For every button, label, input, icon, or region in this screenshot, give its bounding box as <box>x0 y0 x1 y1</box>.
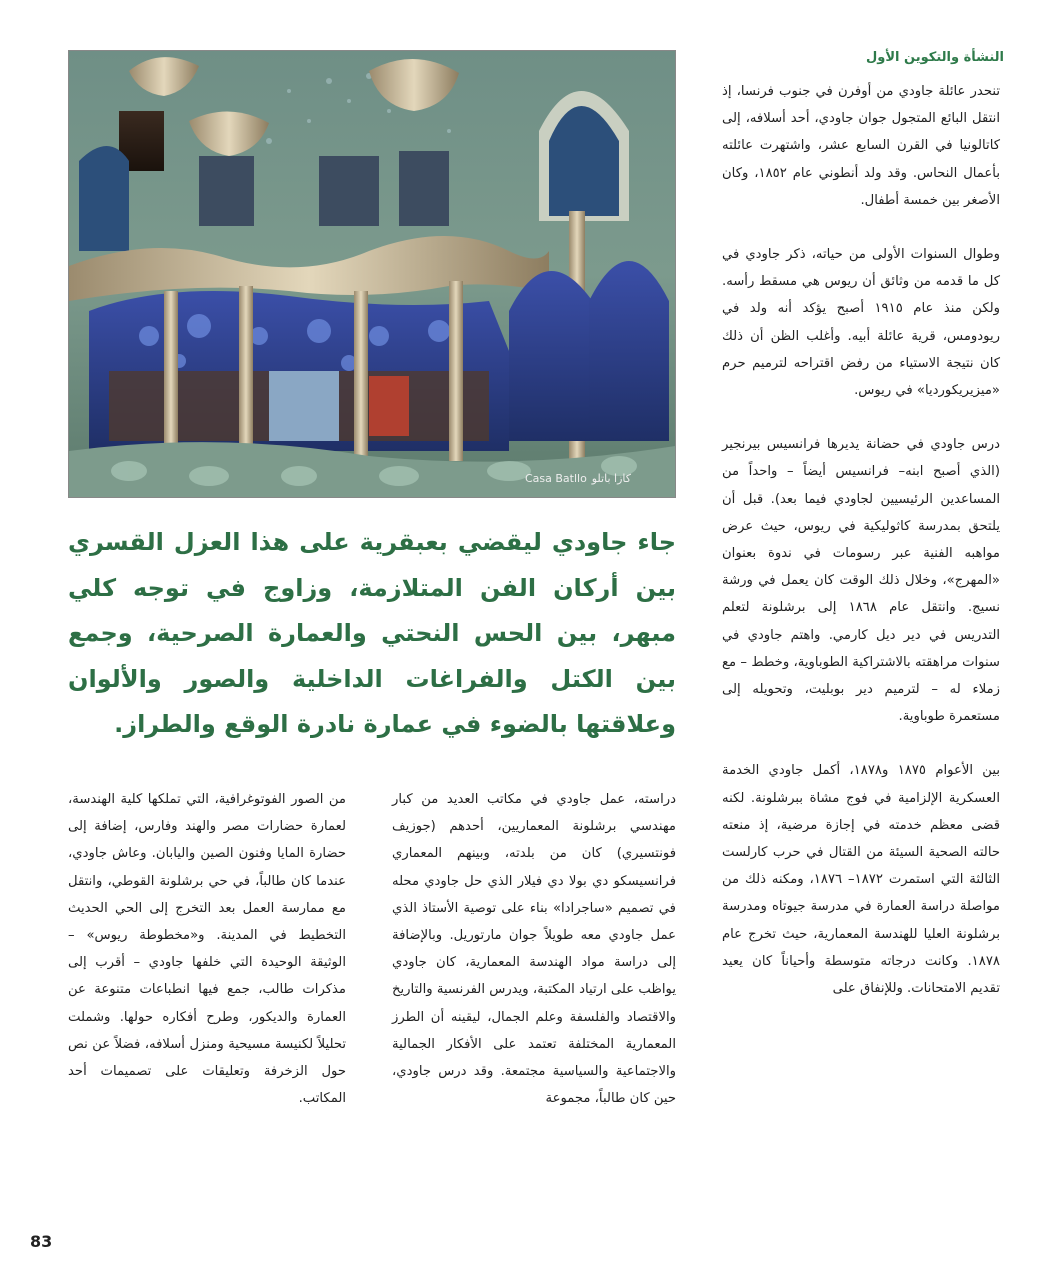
paragraph: بين الأعوام ١٨٧٥ و١٨٧٨، أكمل جاودي الخدمة العسكرية الإلزامية في فوج مشاة ببرشلونة. لكنه قضى معظم خدمته في إجازة مرضية، إذ منعته حالته الصحية السيئة من القتال في حرب كارلست الثالثة التي استمرت ١٨٧٢– ١٨٧٦، ومكنه ذلك من مواصلة دراسة العمارة في مدرسة جيوتاه ومدرسة برشلونة العليا للهندسة المعمارية، حيث تخرج عام ١٨٧٨. وكانت درجاته متوسطة وأحياناً كان يعيد تقديم الامتحانات. وللإنفاق على <box>722 763 1000 997</box>
pull-quote: جاء جاودي ليقضي بعبقرية على هذا العزل القسري بين أركان الفن المتلازمة، وزاوج في توجه كلي مبهر، بين الحس النحتي والعمارة الصرحية، وجمع بين الكتل والفراغات الداخلية والصور والألوان وعلاقتها بالضوء في عمارة نادرة الوقع والطراز. <box>68 528 676 738</box>
photo-caption-arabic: كازا باتلو <box>591 472 631 485</box>
paragraph: تنحدر عائلة جاودي من أوفرن في جنوب فرنسا، إذ انتقل البائع المتجول جوان جاودي، أحد أسلافه، إلى كاتالونيا في القرن السابع عشر، واشتهرت عائلته بأعمال النحاس. وقد ولد أنطوني عام ١٨٥٢، وكان الأصغر بين خمسة أطفال. <box>722 84 1000 208</box>
section-heading: النشأة والتكوين الأول <box>866 50 1004 65</box>
building-photo <box>68 50 676 498</box>
paragraph: وطوال السنوات الأولى من حياته، ذكر جاودي في كل ما قدمه من وثائق أن ريوس هي مسقط رأسه. ولكن منذ عام ١٩١٥ أصبح يؤكد أنه ولد في ريودومس، قرية عائلة أبيه. وأغلب الظن أن ذلك كان نتيجة الاستياء من رفض اقتراحه لترميم حرم «ميزيريكورديا» في ريوس. <box>722 247 1000 399</box>
middle-column <box>392 786 676 1139</box>
right-column <box>722 78 1000 1029</box>
paragraph: درس جاودي في حضانة يديرها فرانسيس بيرنجير (الذي أصبح ابنه– فرانسيس أيضاً – واحداً من المساعدين الرئيسيين لجاودي فيما بعد). قبل أن يلتحق بمدرسة كاثوليكية في ريوس، حيث عرض مواهبه الفنية عبر رسومات في ندوة بعنوان «المهرج»، وخلال ذلك الوقت كان يعمل في ورشة نسيج. وانتقل عام ١٨٦٨ إلى برشلونة لتعلم التدريس في دير ديل كارمي. واهتم جاودي في سنوات مراهقته بالاشتراكية الطوباوية، وخطط – مع زملاء له – لترميم دير بوبليت، وتحويله إلى مستعمرة طوباوية. <box>722 437 1001 725</box>
left-column <box>68 786 346 1139</box>
page-number: 83 <box>30 1232 53 1251</box>
paragraph: دراسته، عمل جاودي في مكاتب العديد من كبار مهندسي برشلونة المعماريين، أحدهم (جوزيف فونتسيري) كان من بلدته، وبينهم المعماري فرانسيسكو دي بولا دي فيلار الذي حل جاودي محله في تصميم «ساجرادا» بناء على توصية الأستاذ الذي عمل جاودي معه طويلاً جوان مارتوريل. وبالإضافة إلى دراسة مواد الهندسة المعمارية، كان جاودي يواظب على ارتياد المكتبة، ويدرس الفرنسية والتاريخ والاقتصاد والفلسفة وعلم الجمال، ليقينه أن الطرز المعمارية المختلفة تعتمد على الأفكار الجمالية والاجتماعية والسياسية مجتمعة. وقد درس جاودي، حين كان طالباً، مجموعة <box>392 792 676 1107</box>
casa-batllo-facade-illustration <box>69 51 675 497</box>
paragraph: من الصور الفوتوغرافية، التي تملكها كلية الهندسة، لعمارة حضارات مصر والهند وفارس، إضافة إلى حضارة المايا وفنون الصين واليابان. وعاش جاودي، عندما كان طالباً، في حي برشلونة القوطي، وانتقل مع ممارسة العمل بعد التخرج إلى الحي الحديث التخطيط في المدينة. و«مخطوطة ريوس» – الوثيقة الوحيدة التي خلفها جاودي – أقرب إلى مذكرات طالب، جمع فيها انطباعات متنوعة عن العمارة والديكور، وطرح أفكاره حولها. وشملت تحليلاً لكنيسة مسيحية ومنزل أسلافه، فضلاً عن نص حول الزخرفة وتعليقات على تصميمات أحد المكاتب. <box>68 792 346 1107</box>
photo-caption-english: Casa Batllo <box>525 472 587 485</box>
